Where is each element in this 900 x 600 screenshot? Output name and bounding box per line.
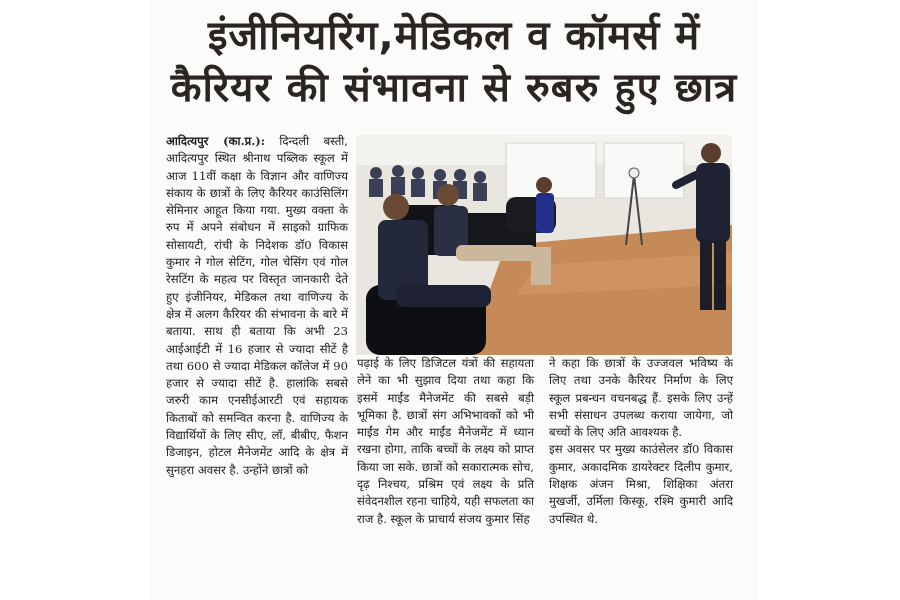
column-2-text: पढ़ाई के लिए डिजिटल यंत्रों की सहायता लेने का भी सुझाव दिया तथा कहा कि इसमें माईंड मैनेजमेंट की सबसे बड़ी भूमिका है. छात्रों संग अभिभावकों को भी माईंड गेम और माईंड मैनेजमेंट में ध्यान रखना होगा, ताकि बच्चों के लक्ष्य को प्राप्त किया जा सके. छात्रों को सकारात्मक सोच, दृढ़ निश्चय, प्रश्रिम एवं लक्ष्य के प्रति संवेदनशील रहना चाहिये, यही सफलता का राज है. स्कूल के प्राचार्य संजय कुमार सिंह [357, 356, 534, 526]
headline-line-2: कैरियर की संभावना से रुबरु हुए छात्र [170, 65, 738, 111]
column-1-text: दिन्दली बस्ती, आदित्यपुर स्थित श्रीनाथ पब्लिक स्कूल में आज 11वीं कक्षा के विज्ञान और वाणिज्य संकाय के छात्रों के लिए कैरियर काउंसिलिंग सेमिनार आहूत किया गया. मुख्य वक्ता के रुप में अपने संबोधन में साइको ग्राफिक सोसायटी, रांची के निदेशक डॉ0 विकास कुमार ने गोल सेटिंग, गोल चेसिंग एवं गोल रेसटिंग के महत्व पर विस्तृत जानकारी देते हुए इंजीनियर, मेडिकल तथा वाणिज्य के क्षेत्र में अलग कैरियर की संभावना के बारे में बताया. साथ ही बताया कि अभी 23 आईआईटी में 16 हजार से ज्यादा सीटें है तथा 600 से ज्यादा मेडिकल कॉलेज में 90 हजार से ज्यादा सीटें है. हालांकि सबसे जरुरी काम एनसीईआरटी एवं सहायक किताबों को समन्वित करना है. वाणिज्य के विद्यार्थियों के लिए सीए, लॉ, बीबीए, फैशन डिजाइन, होटल मैनेजमेंट आदि के क्षेत्र में सुनहरा अवसर है. उन्होंने छात्रों को [166, 134, 348, 477]
column-3-paragraph-2: इस अवसर पर मुख्य काउंसेलर डॉ0 विकास कुमार, अकादमिक डायरेक्टर दिलीप कुमार, शिक्षक अंजन मिश्रा, शिक्षिका अंतरा मुखर्जी, उर्मिला किस्कू, रश्मि कुमारी आदि उपस्थित थे. [549, 442, 733, 526]
article-column-1 [166, 133, 348, 479]
article-column-3 [549, 355, 733, 528]
article-column-2 [357, 355, 534, 528]
dateline: आदित्यपुर (का.प्र.): [166, 134, 265, 148]
headline-line-1: इंजीनियरिंग,मेडिकल व कॉमर्स में [207, 13, 701, 59]
column-3-paragraph-1: ने कहा कि छात्रों के उज्जवल भविष्य के लिए तथा उनके कैरियर निर्माण के लिए स्कूल प्रबन्धन वचनबद्ध हैं. इसके लिए उन्हें सभी संसाधन उपलब्ध कराया जायेगा, जो बच्चों के लिए अति आवश्यक है. [549, 356, 733, 440]
seminar-photo [356, 135, 732, 355]
